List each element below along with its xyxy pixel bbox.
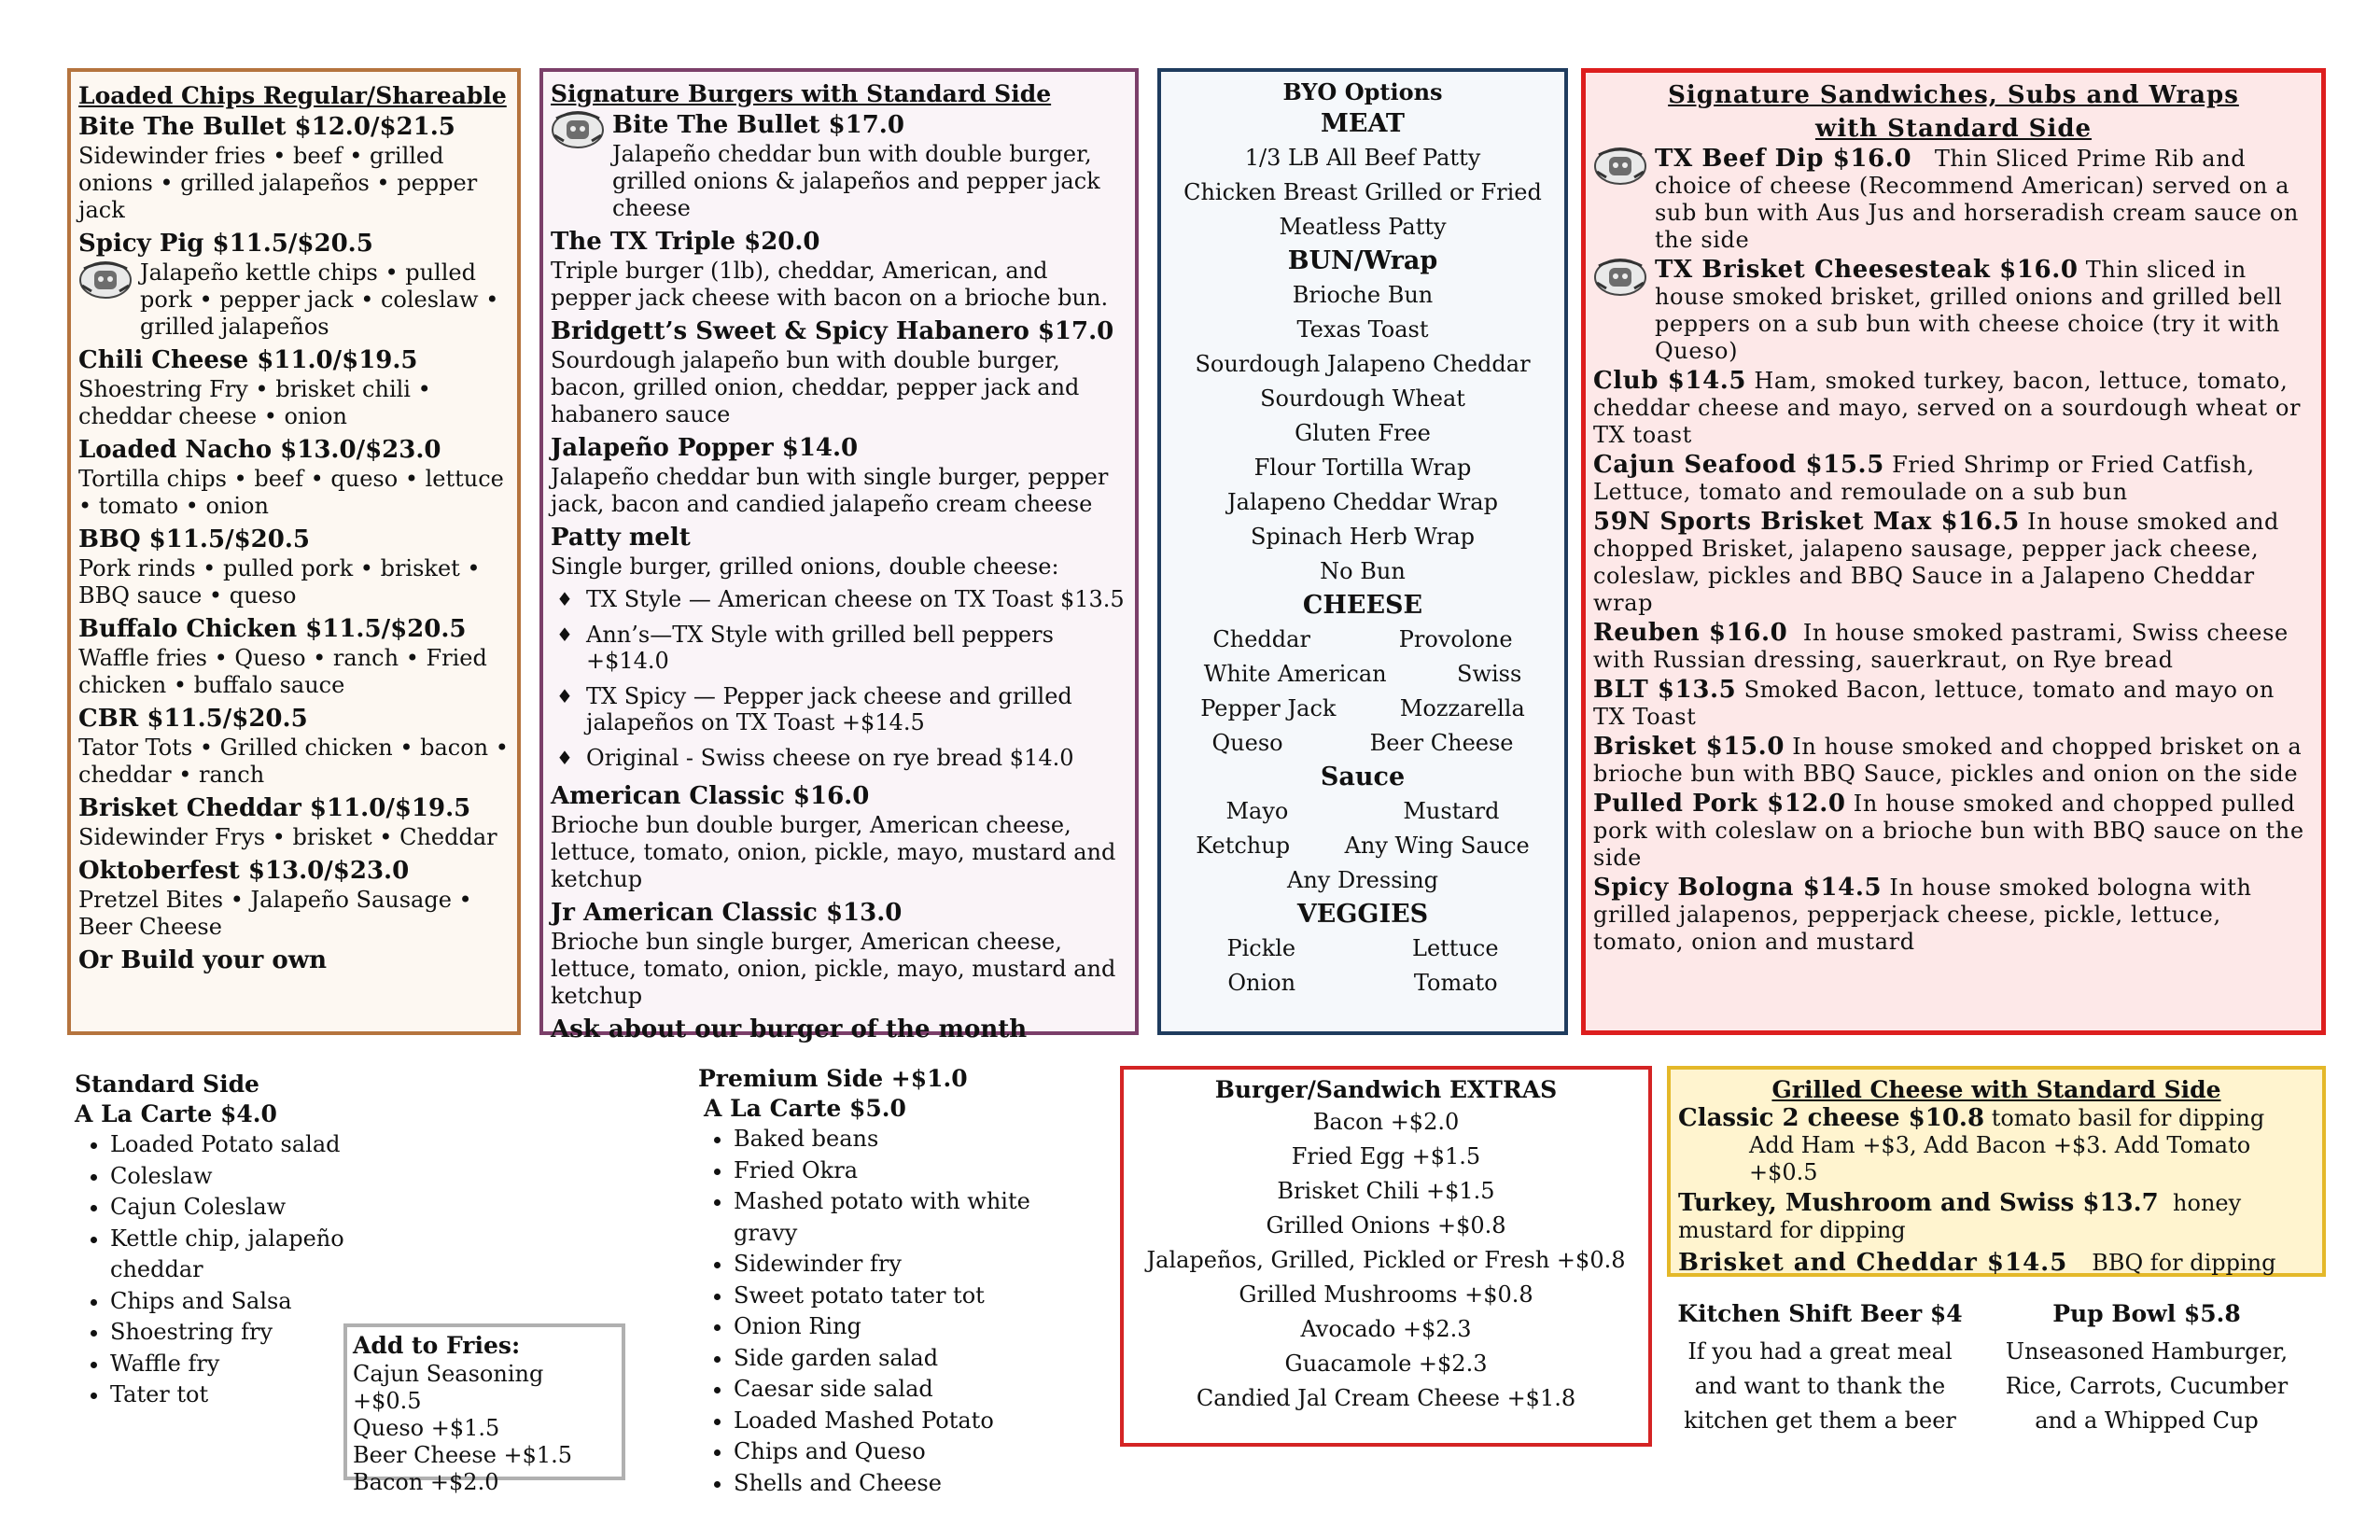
bullet-grill-logo-icon: [551, 109, 605, 150]
list-item: • Cajun Coleslaw: [110, 1192, 355, 1224]
patty-melt-option: ♦ Ann’s—TX Style with grilled bell peppers +$14.0: [551, 622, 1127, 674]
item-name: Loaded Nacho $13.0/$23.0: [78, 436, 441, 464]
veggie-row: [1169, 966, 1557, 1001]
sauce-row: [1169, 829, 1557, 863]
signature-burgers-section: [539, 68, 1139, 1043]
bun-option: No Bun: [1320, 558, 1406, 584]
menu-item: [551, 897, 1127, 1010]
burgers-title: Signature Burgers with Standard Side: [551, 80, 1052, 107]
kitchen-beer-desc: If you had a great meal and want to thank the kitchen get them a beer: [1684, 1338, 1956, 1434]
list-item: Bacon +$2.0: [1312, 1109, 1460, 1135]
meat-option: Chicken Breast Grilled or Fried: [1183, 179, 1542, 205]
item-desc: Ham, smoked turkey, bacon, lettuce, tomato, cheddar cheese and mayo, served on a sourdough wheat or TX toast: [1593, 368, 2302, 448]
item-name: CBR $11.5/$20.5: [78, 705, 308, 733]
sauce-heading: Sauce: [1320, 763, 1406, 791]
bullet-grill-logo-icon: [78, 259, 133, 301]
burger-of-month-note: Ask about our burger of the month: [551, 1015, 1028, 1043]
grilled-cheese-section: [1667, 1066, 2326, 1277]
item-name: Pulled Pork $12.0: [1593, 790, 1846, 818]
sauce-option: Any Dressing: [1286, 867, 1439, 893]
item-name: Bridgett’s Sweet & Spicy Habanero $17.0: [551, 317, 1114, 345]
menu-item: [78, 344, 510, 430]
list-item: • Mashed potato with white gravy: [734, 1186, 1090, 1249]
list-item: • Chips and Queso: [734, 1436, 1090, 1468]
item-name: BLT $13.5: [1593, 676, 1737, 704]
menu-item: [551, 780, 1127, 893]
item-name: Classic 2 cheese $10.8: [1678, 1104, 1985, 1132]
bun-option: Texas Toast: [1296, 316, 1429, 343]
item-desc: In house smoked and chopped Brisket, jalapeno sausage, pepper jack cheese, coleslaw, pickles and BBQ Sauce in a Jalapeno Cheddar wrap: [1593, 509, 2280, 616]
veggies-heading: VEGGIES: [1296, 900, 1429, 929]
list-item: Beer Cheese +$1.5: [353, 1442, 573, 1468]
cheese-option: Provolone: [1398, 626, 1513, 652]
menu-item: [78, 524, 510, 609]
list-item: • Caesar side salad: [734, 1374, 1090, 1406]
bun-option: Sourdough Wheat: [1260, 385, 1465, 412]
item-desc: Sourdough jalapeño bun with double burger, bacon, grilled onion, cheddar, pepper jack and habanero sauce: [551, 347, 1080, 427]
cheese-row: [1169, 623, 1557, 657]
item-desc: Sidewinder fries • beef • grilled onions • grilled jalapeños • pepper jack: [78, 143, 478, 223]
list-item: • Tater tot: [110, 1379, 355, 1411]
meat-heading: MEAT: [1320, 109, 1406, 138]
standard-side-title: Standard Side: [75, 1071, 259, 1098]
cheese-option: Pepper Jack: [1200, 695, 1337, 721]
patty-melt-option: ♦ TX Spicy — Pepper jack cheese and grilled jalapeños on TX Toast +$14.5: [551, 683, 1127, 735]
list-item: Grilled Onions +$0.8: [1266, 1212, 1506, 1239]
list-item: • Fried Okra: [734, 1155, 1090, 1187]
item-desc: Jalapeño kettle chips • pulled pork • pepper jack • coleslaw • grilled jalapeños: [140, 259, 499, 340]
bun-option: Gluten Free: [1295, 420, 1431, 446]
menu-item: [551, 226, 1127, 312]
add-to-fries-section: [343, 1323, 625, 1495]
menu-item: [1593, 791, 2314, 872]
item-desc: Sidewinder Frys • brisket • Cheddar: [78, 824, 497, 850]
item-name: Spicy Bologna $14.5: [1593, 874, 1883, 902]
premium-side-price: A La Carte $5.0: [704, 1095, 906, 1122]
cheese-option: Mozzarella: [1399, 695, 1525, 721]
bullet-grill-logo-icon: [1593, 257, 1647, 298]
veggie-row: [1169, 931, 1557, 966]
item-name: American Classic $16.0: [551, 782, 870, 810]
menu-item: [1593, 677, 2314, 731]
item-name: Spicy Pig $11.5/$20.5: [78, 230, 373, 258]
item-name: Chili Cheese $11.0/$19.5: [78, 346, 418, 374]
cheese-option: Queso: [1211, 730, 1283, 756]
list-item: Fried Egg +$1.5: [1291, 1143, 1481, 1169]
veggie-option: Onion: [1227, 970, 1296, 996]
list-item: Cajun Seasoning +$0.5: [353, 1361, 544, 1414]
cheese-row: [1169, 692, 1557, 726]
extras-title: Burger/Sandwich EXTRAS: [1214, 1076, 1558, 1103]
list-item: Guacamole +$2.3: [1284, 1351, 1488, 1377]
cheese-row: [1169, 726, 1557, 761]
sauce-option: Ketchup: [1196, 833, 1291, 859]
patty-melt-option: ♦ Original - Swiss cheese on rye bread $14.0: [551, 745, 1127, 771]
item-desc: Thin Sliced Prime Rib and choice of cheese (Recommend American) served on a sub bun with Aus Jus and horseradish cream sauce on the side: [1655, 146, 2299, 253]
premium-side-section: [698, 1064, 1090, 1499]
item-desc: Jalapeño cheddar bun with single burger, pepper jack, bacon and candied jalapeño cream cheese: [551, 464, 1109, 517]
item-desc: honey mustard for dipping: [1678, 1190, 2242, 1243]
list-item: • Shells and Cheese: [734, 1468, 1090, 1500]
sauce-option: Mayo: [1225, 798, 1289, 824]
menu-item: [1593, 257, 2314, 365]
item-name: The TX Triple $20.0: [551, 228, 820, 256]
menu-item: [1593, 620, 2314, 674]
item-desc: Pretzel Bites • Jalapeño Sausage • Beer Cheese: [78, 887, 472, 940]
pup-bowl-desc: Unseasoned Hamburger, Rice, Carrots, Cucumber and a Whipped Cup: [2005, 1338, 2289, 1434]
menu-item-patty-melt: [551, 522, 1127, 771]
menu-item: [78, 792, 510, 851]
item-name: Brisket $15.0: [1593, 733, 1785, 761]
list-item: • Onion Ring: [734, 1311, 1090, 1343]
item-desc: Triple burger (1lb), cheddar, American, and pepper jack cheese with bacon on a brioche bun.: [551, 258, 1109, 311]
item-name: Oktoberfest $13.0/$23.0: [78, 857, 410, 885]
veggie-option: Pickle: [1226, 935, 1296, 961]
item-name: Brisket and Cheddar $14.5: [1678, 1249, 2068, 1277]
menu-item: [551, 432, 1127, 518]
item-name: Brisket Cheddar $11.0/$19.5: [78, 794, 471, 822]
menu-item: [78, 855, 510, 941]
list-item: • Chips and Salsa: [110, 1286, 355, 1318]
item-name: Bite The Bullet $17.0: [612, 111, 904, 139]
byo-options-section: [1157, 68, 1568, 1035]
veggie-option: Tomato: [1413, 970, 1498, 996]
list-item: • Sweet potato tater tot: [734, 1281, 1090, 1312]
list-item: • Shoestring fry: [110, 1317, 355, 1349]
item-desc: In house smoked pastrami, Swiss cheese with Russian dressing, sauerkraut, on Rye bread: [1593, 620, 2289, 673]
list-item: • Loaded Mashed Potato: [734, 1406, 1090, 1437]
cheese-heading: CHEESE: [1302, 591, 1423, 620]
item-desc: Waffle fries • Queso • ranch • Fried chicken • buffalo sauce: [78, 645, 487, 698]
item-name: Reuben $16.0: [1593, 619, 1788, 647]
item-desc: Thin sliced in house smoked brisket, grilled onions and grilled bell peppers on a sub bun with cheese choice (try it with Queso): [1655, 257, 2283, 364]
list-item: • Side garden salad: [734, 1343, 1090, 1375]
list-item: Jalapeños, Grilled, Pickled or Fresh +$0.8: [1146, 1247, 1626, 1273]
menu-item: [1593, 734, 2314, 788]
list-item: Grilled Mushrooms +$0.8: [1239, 1281, 1533, 1308]
cheese-option: Beer Cheese: [1369, 730, 1514, 756]
standard-side-list: [75, 1129, 355, 1411]
sandwiches-title: Signature Sandwiches, Subs and Wraps: [1668, 81, 2239, 109]
item-name: TX Brisket Cheesesteak $16.0: [1655, 256, 2079, 284]
pup-bowl-section: [1988, 1299, 2305, 1438]
list-item: • Loaded Potato salad: [110, 1129, 355, 1161]
bun-option: Brioche Bun: [1292, 282, 1434, 308]
pup-bowl-title: Pup Bowl $5.8: [2052, 1300, 2241, 1327]
item-name: 59N Sports Brisket Max $16.5: [1593, 508, 2020, 536]
item-name: BBQ $11.5/$20.5: [78, 525, 310, 553]
menu-item: [1593, 146, 2314, 254]
item-desc: Tortilla chips • beef • queso • lettuce • tomato • onion: [78, 466, 504, 519]
menu-item: [78, 703, 510, 789]
item-desc: In house smoked bologna with grilled jalapenos, pepperjack cheese, pickle, lettuce, tomato, onion and mustard: [1593, 875, 2252, 955]
menu-item: [78, 434, 510, 520]
item-desc: Add Ham +$3, Add Bacon +$3. Add Tomato +$0.5: [1749, 1132, 2251, 1185]
list-item: Brisket Chili +$1.5: [1277, 1178, 1495, 1204]
sauce-option: Any Wing Sauce: [1344, 833, 1530, 859]
list-item: • Baked beans: [734, 1124, 1090, 1155]
menu-item: [1593, 452, 2314, 506]
item-desc: Brioche bun double burger, American cheese, lettuce, tomato, onion, pickle, mayo, mustard and ketchup: [551, 812, 1116, 892]
list-item: Candied Jal Cream Cheese +$1.8: [1196, 1385, 1576, 1411]
item-desc: BBQ for dipping: [2092, 1250, 2276, 1276]
item-name: Club $14.5: [1593, 367, 1747, 395]
item-desc: Jalapeño cheddar bun with double burger, grilled onions & jalapeños and pepper jack cheese: [612, 141, 1100, 221]
list-item: • Coleslaw: [110, 1161, 355, 1193]
item-name: Cajun Seafood $15.5: [1593, 451, 1884, 479]
patty-melt-options: [551, 586, 1127, 771]
loaded-chips-section: [67, 68, 521, 1035]
veggie-option: Lettuce: [1412, 935, 1499, 961]
add-to-fries-title: Add to Fries:: [353, 1332, 521, 1359]
item-name: TX Beef Dip $16.0: [1655, 145, 1912, 173]
bun-option: Spinach Herb Wrap: [1250, 524, 1476, 550]
item-desc: Single burger, grilled onions, double cheese:: [551, 553, 1059, 580]
kitchen-beer-section: [1671, 1299, 1969, 1438]
signature-sandwiches-section: [1581, 68, 2326, 1035]
cheese-option: Swiss: [1457, 661, 1522, 687]
sauce-row: [1169, 794, 1557, 829]
bun-option: Flour Tortilla Wrap: [1253, 455, 1472, 481]
bullet-grill-logo-icon: [1593, 146, 1647, 187]
menu-item: [78, 228, 510, 344]
item-desc: Smoked Bacon, lettuce, tomato and mayo on TX Toast: [1593, 677, 2275, 730]
cheese-option: White American: [1203, 661, 1387, 687]
patty-melt-option: ♦ TX Style — American cheese on TX Toast $13.5: [551, 586, 1127, 612]
item-desc: Shoestring Fry • brisket chili • cheddar cheese • onion: [78, 376, 431, 429]
sauce-option: Mustard: [1403, 798, 1500, 824]
standard-side-section: [75, 1070, 355, 1411]
premium-side-title: Premium Side +$1.0: [698, 1065, 968, 1092]
premium-side-list: [698, 1124, 1090, 1499]
kitchen-beer-title: Kitchen Shift Beer $4: [1677, 1300, 1963, 1327]
item-name: Turkey, Mushroom and Swiss $13.7: [1678, 1189, 2159, 1217]
item-desc: Pork rinds • pulled pork • brisket • BBQ sauce • queso: [78, 555, 481, 609]
item-desc: Fried Shrimp or Fried Catfish, Lettuce, tomato and remoulade on a sub bun: [1593, 452, 2255, 505]
cheese-option: Cheddar: [1212, 626, 1310, 652]
menu-item: [1593, 875, 2314, 956]
item-desc: tomato basil for dipping: [1991, 1105, 2265, 1131]
item-desc: In house smoked and chopped brisket on a brioche bun with BBQ Sauce, pickles and onion on the side: [1593, 734, 2303, 787]
standard-side-price: A La Carte $4.0: [75, 1100, 277, 1127]
sandwiches-subtitle: with Standard Side: [1814, 115, 2093, 143]
item-name: Buffalo Chicken $11.5/$20.5: [78, 615, 467, 643]
list-item: • Waffle fry: [110, 1349, 355, 1380]
meat-option: Meatless Patty: [1279, 214, 1447, 240]
meat-option: 1/3 LB All Beef Patty: [1244, 145, 1481, 171]
menu-item: [78, 613, 510, 699]
menu-item: [551, 109, 1127, 226]
cheese-row: [1169, 657, 1557, 692]
list-item: Bacon +$2.0: [353, 1469, 499, 1495]
byo-title: BYO Options: [1282, 78, 1443, 105]
item-name: Jalapeño Popper $14.0: [551, 434, 859, 462]
list-item: • Kettle chip, jalapeño cheddar: [110, 1224, 355, 1286]
item-desc: In house smoked and chopped pulled pork with coleslaw on a brioche bun with BBQ sauce on the side: [1593, 791, 2304, 871]
loaded-chips-title: Loaded Chips Regular/Shareable: [78, 82, 507, 109]
menu-item: [551, 315, 1127, 428]
menu-item: [1593, 368, 2314, 449]
list-item: Queso +$1.5: [353, 1415, 500, 1441]
build-your-own-note: Or Build your own: [78, 946, 327, 974]
menu-item: [1593, 509, 2314, 617]
list-item: Avocado +$2.3: [1300, 1316, 1472, 1342]
bun-option: Sourdough Jalapeno Cheddar: [1195, 351, 1531, 377]
menu-item: [78, 111, 510, 224]
bun-option: Jalapeno Cheddar Wrap: [1227, 489, 1498, 515]
item-name: Jr American Classic $13.0: [551, 899, 903, 927]
item-name: Patty melt: [551, 524, 691, 552]
bun-heading: BUN/Wrap: [1287, 246, 1438, 275]
item-desc: Brioche bun single burger, American cheese, lettuce, tomato, onion, pickle, mayo, mustard and ketchup: [551, 929, 1116, 1009]
grilled-cheese-title: Grilled Cheese with Standard Side: [1771, 1076, 2221, 1103]
item-name: Bite The Bullet $12.0/$21.5: [78, 113, 455, 141]
burger-extras-section: [1120, 1066, 1652, 1447]
list-item: • Sidewinder fry: [734, 1249, 1090, 1281]
item-desc: Tator Tots • Grilled chicken • bacon • cheddar • ranch: [78, 735, 509, 788]
